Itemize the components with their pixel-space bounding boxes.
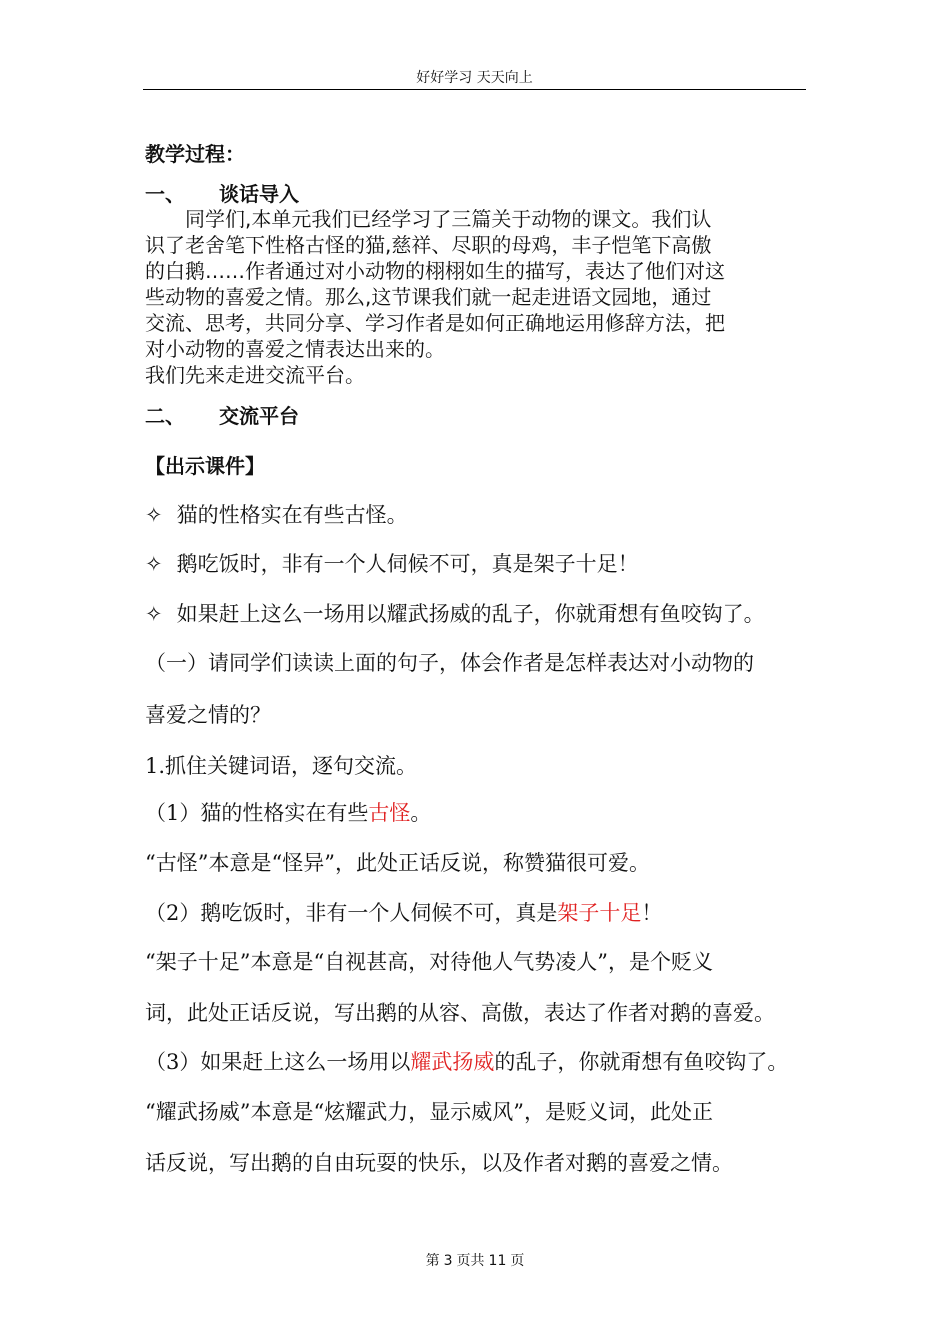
intro-line: 的白鹅……作者通过对小动物的栩栩如生的描写，表达了他们对这	[145, 259, 725, 283]
section1-number: 一、	[145, 182, 185, 206]
explanation-line: “古怪”本意是“怪异”，此处正话反说，称赞猫很可爱。	[145, 851, 650, 875]
intro-line: 同学们,本单元我们已经学习了三篇关于动物的课文。我们认	[185, 207, 712, 231]
bullet-text: 鹅吃饭时，非有一个人伺候不可，真是架子十足！	[176, 552, 639, 576]
bullet-item	[145, 551, 639, 577]
sparkle-icon: ✧	[145, 503, 163, 527]
header-rule	[143, 89, 806, 90]
explanation-line: 话反说，写出鹅的自由玩耍的快乐，以及作者对鹅的喜爱之情。	[145, 1151, 733, 1175]
heading: 教学过程：	[145, 142, 245, 166]
key-phrase: 架子十足	[557, 901, 642, 925]
intro-line: 对小动物的喜爱之情表达出来的。	[145, 337, 445, 361]
sentence-text: （1）猫的性格实在有些	[145, 801, 369, 825]
step-heading: 1.抓住关键词语，逐句交流。	[145, 754, 418, 778]
intro-line: 我们先来走进交流平台。	[145, 363, 365, 387]
sentence-text: 。	[410, 801, 432, 825]
intro-line: 些动物的喜爱之情。那么,这节课我们就一起走进语文园地，通过	[145, 285, 712, 309]
key-phrase: 古怪	[368, 801, 411, 825]
explanation-line: “耀武扬威”本意是“炫耀武力，显示威风”，是贬义词，此处正	[145, 1100, 713, 1124]
question-line: 喜爱之情的？	[145, 703, 271, 727]
sparkle-icon: ✧	[145, 552, 163, 576]
sentence-text: （3）如果赶上这么一场用以	[145, 1050, 411, 1074]
bullet-item	[145, 601, 765, 627]
explanation-line: 词，此处正话反说，写出鹅的从容、高傲，表达了作者对鹅的喜爱。	[145, 1001, 775, 1025]
question-line: （一）请同学们读读上面的句子，体会作者是怎样表达对小动物的	[145, 651, 754, 675]
sentence-text: （2）鹅吃饭时，非有一个人伺候不可，真是	[145, 901, 558, 925]
page-footer	[0, 1250, 950, 1270]
sentence-text: 的乱子，你就甭想有鱼咬钩了。	[494, 1050, 789, 1074]
section2-heading	[145, 403, 299, 429]
intro-line: 识了老舍笔下性格古怪的猫,慈祥、尽职的母鸡，丰子恺笔下高傲	[145, 233, 712, 257]
bullet-text: 如果赶上这么一场用以耀武扬威的乱子，你就甭想有鱼咬钩了。	[176, 602, 765, 626]
sparkle-icon: ✧	[145, 602, 163, 626]
total-pages: 11	[488, 1253, 507, 1269]
example-sentence	[145, 900, 662, 926]
courseware-label: 【出示课件】	[145, 454, 265, 478]
page-header: 好好学习 天天向上	[416, 70, 533, 86]
intro-line: 交流、思考，共同分享、学习作者是如何正确地运用修辞方法，把	[145, 311, 725, 335]
footer-text: 页	[510, 1253, 525, 1269]
footer-text: 第	[425, 1253, 440, 1269]
page-number: 3	[443, 1253, 453, 1269]
section2-title: 交流平台	[219, 404, 299, 428]
section1-heading	[145, 181, 299, 207]
section1-title: 谈话导入	[219, 182, 299, 206]
bullet-item	[145, 502, 408, 528]
section2-number: 二、	[145, 404, 185, 428]
footer-text: 页共	[456, 1253, 485, 1269]
explanation-line: “架子十足”本意是“自视甚高，对待他人气势凌人”，是个贬义	[145, 950, 713, 974]
example-sentence	[145, 800, 431, 826]
bullet-text: 猫的性格实在有些古怪。	[176, 503, 408, 527]
example-sentence	[145, 1049, 788, 1075]
sentence-text: ！	[641, 901, 663, 925]
key-phrase: 耀武扬威	[410, 1050, 495, 1074]
